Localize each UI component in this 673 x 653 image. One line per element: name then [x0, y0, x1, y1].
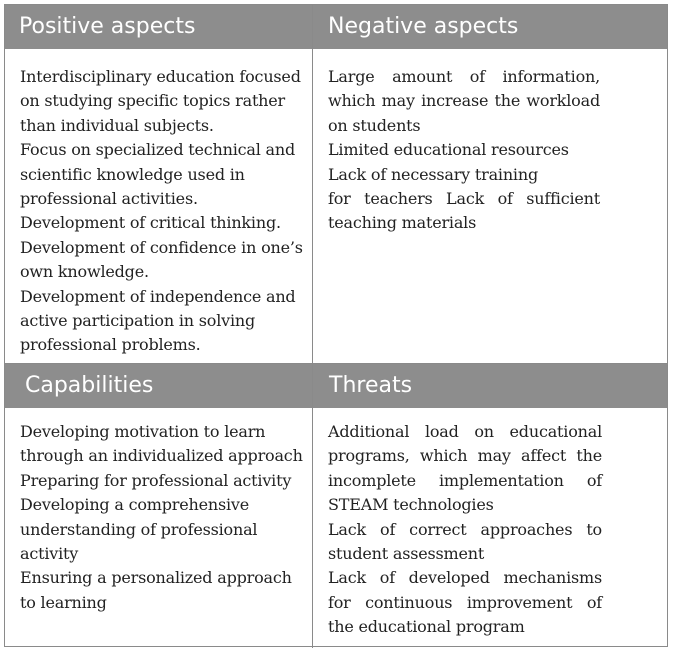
positive-aspects-cell [20, 65, 305, 358]
list-item: Preparing for professional activity [20, 470, 292, 490]
negative-aspects-cell [328, 65, 600, 236]
list-item: Large amount of information, which may increase the workload on students [328, 67, 600, 135]
list-item: Ensuring a personalized approach to learning [20, 568, 292, 612]
threats-cell [328, 420, 602, 640]
negative-aspects-title: Negative aspects [328, 14, 519, 39]
positive-aspects-header [5, 5, 312, 49]
capabilities-header [5, 364, 312, 408]
negative-aspects-header [313, 5, 667, 49]
capabilities-cell [20, 420, 305, 615]
list-item: Interdisciplinary education focused on studying specific topics rather than individual subjects. [20, 67, 301, 135]
threats-header [313, 364, 667, 408]
list-item: Limited educational resources [328, 140, 569, 160]
list-item: Development of confidence in one’s own knowledge. [20, 237, 303, 282]
list-item: for teachers Lack of sufficient teaching materials [328, 189, 600, 233]
row-divider [5, 363, 667, 364]
list-item: Developing a comprehensive understanding of professional activity [20, 495, 258, 564]
list-item: Focus on specialized technical and scientific knowledge used in professional activities. [20, 140, 296, 209]
list-item: Lack of correct approaches to student assessment [328, 519, 602, 564]
column-divider-top [312, 5, 313, 364]
list-item: Lack of necessary training [328, 164, 538, 184]
capabilities-title: Capabilities [25, 373, 154, 398]
list-item: Additional load on educational programs, which may affect the incomplete implementation of STEAM technologies [328, 422, 602, 515]
list-item: Lack of developed mechanisms for continuous improvement of the educational program [328, 568, 602, 637]
positive-aspects-title: Positive aspects [19, 14, 196, 39]
list-item: Developing motivation to learn through an individualized approach [20, 422, 303, 466]
list-item: Development of independence and active participation in solving professional problems. [20, 286, 296, 355]
threats-title: Threats [329, 373, 413, 398]
column-divider-bottom [312, 364, 313, 648]
swot-table [4, 4, 668, 647]
list-item: Development of critical thinking. [20, 213, 281, 233]
